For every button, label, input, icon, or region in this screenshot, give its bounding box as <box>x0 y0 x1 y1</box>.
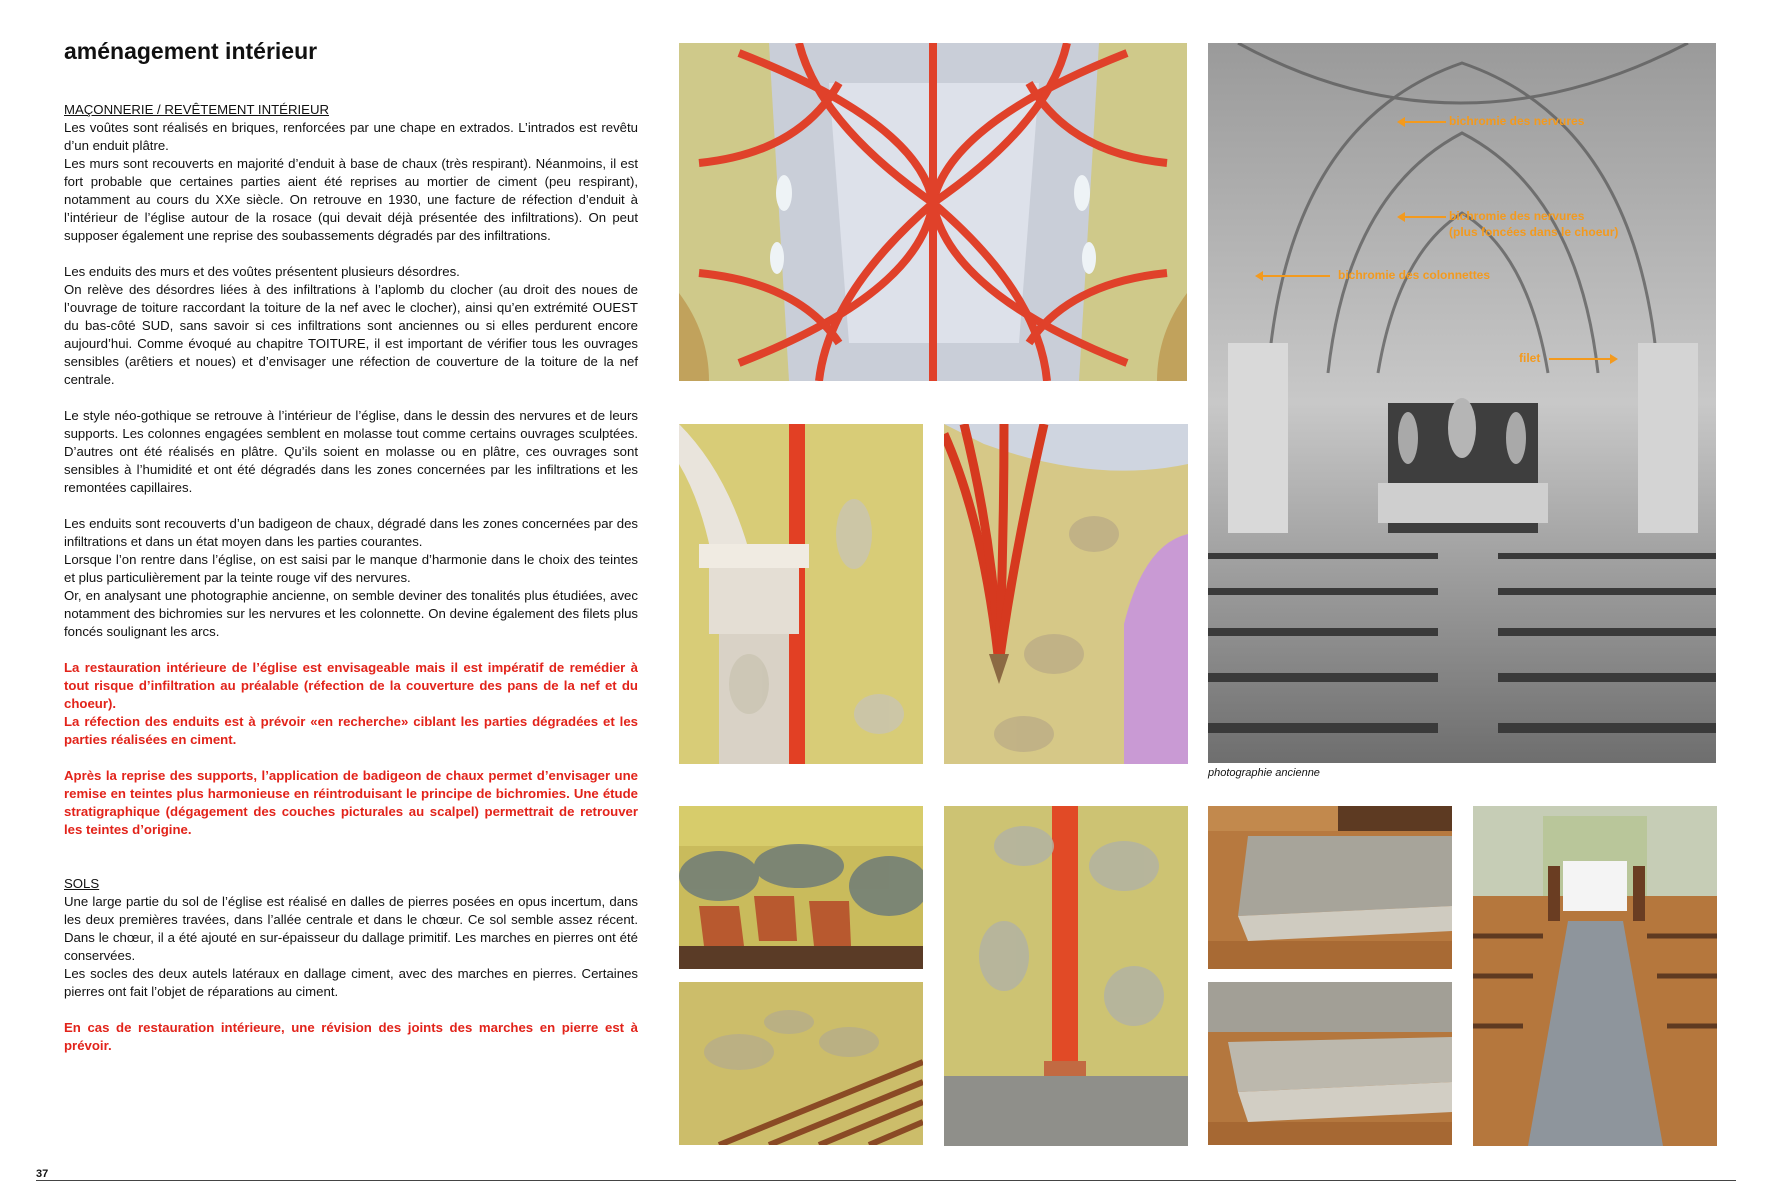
photo-rib-springer <box>944 424 1188 764</box>
masonry-paragraph-5: Le style néo-gothique se retrouve à l’intérieur de l’église, dans le dessin des nervures et de leurs supports. Les colonnes engagées semblent en molasse tout comme certains ouvrages sculptées. D’autres ont été réalisés en plâtre. Qu’ils soient en molasse ou en plâtre, ces ouvrages sont sensibles à l’humidité et ont été dégradés dans les zones concernées par les infiltrations et les remontées capillaires. <box>64 408 638 495</box>
page-number: 37 <box>36 1168 49 1180</box>
annotation-nervures-chevet-2: (plus foncées dans le choeur) <box>1449 225 1619 239</box>
masonry-paragraph-8: Or, en analysant une photographie ancienne, on semble deviner des tonalités plus étudiées, avec notamment des bichromies sur les nervures et les colonnette. On devine également des filets plus foncés soulignant les arcs. <box>64 588 638 639</box>
masonry-heading: MAÇONNERIE / REVÊTEMENT INTÉRIEUR <box>64 102 329 117</box>
photo-red-column-base <box>944 806 1188 1146</box>
annotation-colonnettes: bichromie des colonnettes <box>1338 268 1491 282</box>
floors-paragraph-2: Les socles des deux autels latéraux en dallage ciment, avec des marches en pierres. Certaines pierres ont fait l’objet de réparations au ciment. <box>64 966 638 999</box>
photo-central-aisle <box>1473 806 1717 1146</box>
annotation-arrow-colonnettes <box>1262 275 1330 277</box>
masonry-recommendation-1: La restauration intérieure de l’église est envisageable mais il est impératif de remédier à tout risque d’infiltration au préalable (réfection de la couverture des pans de la nef et du choeur). <box>64 660 638 711</box>
photo-column-detail <box>679 424 923 764</box>
text-column <box>64 101 638 1055</box>
masonry-recommendation-2: La réfection des enduits est à prévoir «en recherche» ciblant les parties dégradées et les parties réalisées en ciment. <box>64 714 638 747</box>
masonry-paragraph-2: Les murs sont recouverts en majorité d’enduit à base de chaux (très respirant). Néanmoins, il est fort probable que certaines parties aient été reprises au mortier de ciment (peu respirant), notamment au cours du XXe siècle. On retrouve en 1930, une facture de réfection d’enduit à l’intérieur de l’église autour de la rosace (qui devait déjà présentée des infiltrations). On peut supposer également une reprise des soubassements dégradés par des infiltrations. <box>64 156 638 243</box>
page-title: aménagement intérieur <box>64 38 318 64</box>
photo-old-photograph <box>1208 43 1716 763</box>
old-photo-caption: photographie ancienne <box>1208 767 1320 779</box>
masonry-paragraph-1: Les voûtes sont réalisés en briques, renforcées par une chape en extrados. L’intrados est revêtu d’un enduit plâtre. <box>64 120 638 153</box>
floors-recommendation: En cas de restauration intérieure, une révision des joints des marches en pierre est à prévoir. <box>64 1020 638 1053</box>
annotation-filet: filet <box>1519 351 1541 365</box>
annotation-arrow-nervures <box>1404 121 1446 123</box>
photo-stone-steps-1 <box>1208 806 1452 969</box>
floors-paragraph-1: Une large partie du sol de l’église est réalisé en dalles de pierres posées en opus incertum, dans les deux premières travées, dans l’allée centrale et dans le chœur. Ce sol semble assez récent. Dans le chœur, il a été ajouté en sur-épaisseur du dallage primitif. Les marches en pierres ont été conservées. <box>64 894 638 963</box>
photo-damaged-wall-chairs <box>679 806 923 969</box>
annotation-arrow-nervures-chevet <box>1404 216 1446 218</box>
masonry-paragraph-6: Les enduits sont recouverts d’un badigeon de chaux, dégradé dans les zones concernées par des infiltrations et dans un état moyen dans les parties courantes. <box>64 516 638 549</box>
floors-heading: SOLS <box>64 876 100 891</box>
masonry-paragraph-7: Lorsque l’on rentre dans l’église, on est saisi par le manque d’harmonie dans le choix des teintes et plus particulièrement par la teinte rouge vif des nervures. <box>64 552 638 585</box>
photo-stone-steps-2 <box>1208 982 1452 1145</box>
masonry-recommendation-3: Après la reprise des supports, l’application de badigeon de chaux permet d’envisager une remise en teintes plus harmonieuse en réintroduisant le principe de bichromies. Une étude stratigraphique (dégagement des couches picturales au scalpel) permettrait de retrouver les teintes d’origine. <box>64 768 638 837</box>
annotation-nervures-chevet-1: bichromie des nervures <box>1449 209 1585 223</box>
photo-damaged-wall-benches <box>679 982 923 1145</box>
annotation-arrow-filet <box>1549 358 1611 360</box>
masonry-paragraph-3: Les enduits des murs et des voûtes présentent plusieurs désordres. <box>64 264 460 279</box>
masonry-paragraph-4: On relève des désordres liées à des infiltrations à l’aplomb du clocher (au droit des noues de l’ouvrage de toiture raccordant la toiture de la nef avec le clocher), ainsi qu’en extrémité OUEST du bas-côté SUD, sans savoir si ces infiltrations sont anciennes ou si elles perdurent encore aujourd’hui. Comme évoqué au chapitre TOITURE, il est important de vérifier tous les ouvrages sensibles (arêtiers et noues) et d’envisager une réfection de couverture de la toiture de la nef centrale. <box>64 282 638 387</box>
annotation-nervures: bichromie des nervures <box>1449 114 1585 128</box>
photo-vault-ceiling <box>679 43 1187 381</box>
